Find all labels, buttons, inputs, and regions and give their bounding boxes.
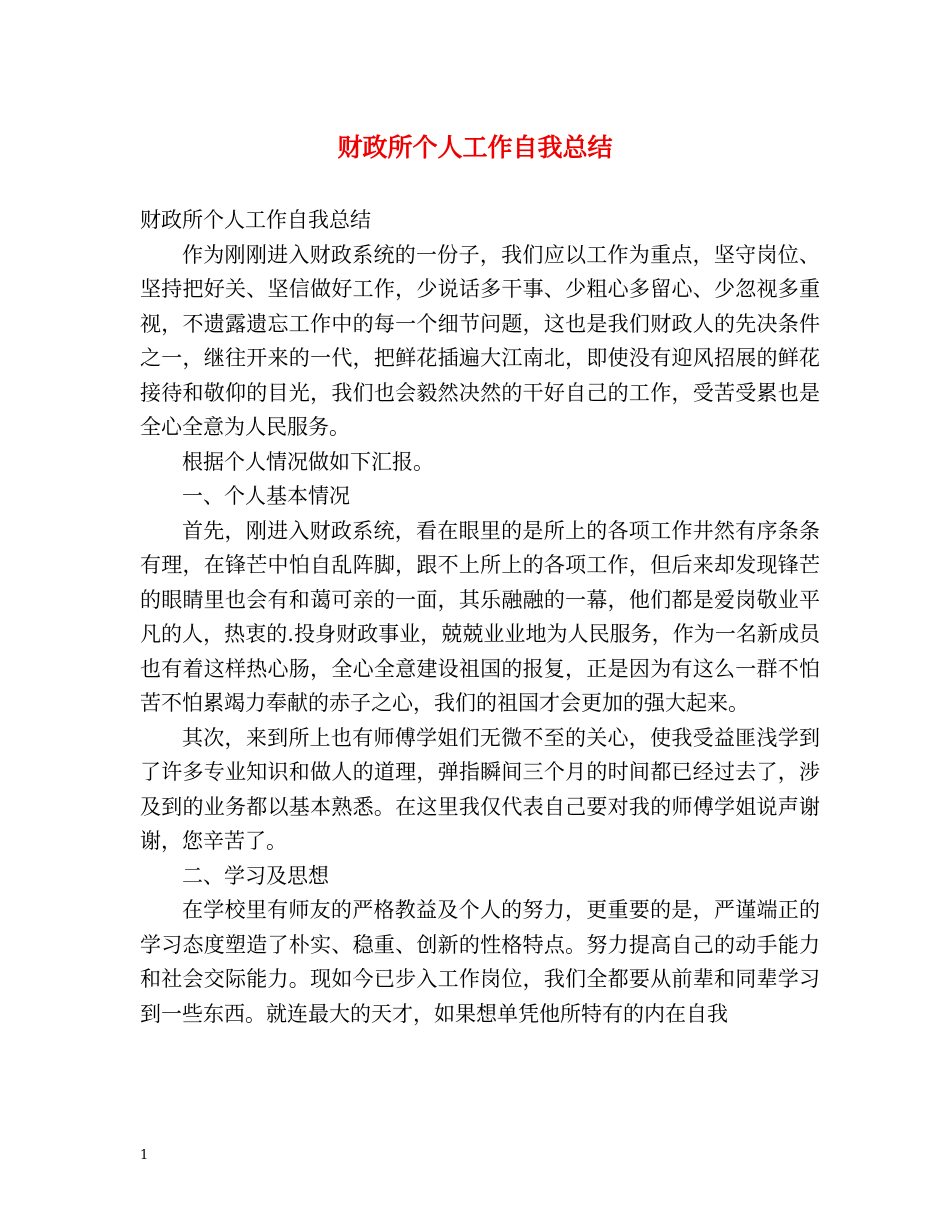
body-paragraph: 财政所个人工作自我总结 <box>140 208 371 232</box>
body-paragraph: 作为刚刚进入财政系统的一份子，我们应以工作为重点，坚守岗位、坚持把好关、坚信做好工作，少说话多干事、少粗心多留心、少忽视多重视，不遗露遗忘工作中的每一个细节问题，这也是我们财政人的先决条件之一，继往开来的一代，把鲜花插遍大江南北，即使没有迎风招展的鲜花接待和敬仰的目光，我们也会毅然决然的干好自己的工作，受苦受累也是全心全意为人民服务。 <box>140 242 820 439</box>
body-paragraph: 根据个人情况做如下汇报。 <box>182 449 434 474</box>
body-paragraph: 首先，刚进入财政系统，看在眼里的是所上的各项工作井然有序条条有理，在锋芒中怕自乱阵脚，跟不上所上的各项工作，但后来却发现锋芒的眼睛里也会有和蔼可亲的一面，其乐融融的一幕，他们都是爱岗敬业平凡的人，热衷的.投身财政事业，兢兢业业地为人民服务，作为一名新成员也有着这样热心肠，全心全意建设祖国的报复，正是因为有这么一群不怕苦不怕累竭力奉献的赤子之心，我们的祖国才会更加的强大起来。 <box>140 518 820 715</box>
document-title: 财政所个人工作自我总结 <box>337 133 613 162</box>
document-body <box>140 203 820 1031</box>
body-paragraph: 其次，来到所上也有师傅学姐们无微不至的关心，使我受益匪浅学到了许多专业知识和做人的道理，弹指瞬间三个月的时间都已经过去了，涉及到的业务都以基本熟悉。在这里我仅代表自己要对我的师傅学姐说声谢谢，您辛苦了。 <box>140 725 820 853</box>
body-paragraph: 在学校里有师友的严格教益及个人的努力，更重要的是，严谨端正的学习态度塑造了朴实、稳重、创新的性格特点。努力提高自己的动手能力和社会交际能力。现如今已步入工作岗位，我们全都要从前辈和同辈学习到一些东西。就连最大的天才，如果想单凭他所特有的内在自我 <box>140 898 820 1026</box>
page-number: 1 <box>140 1148 149 1163</box>
section-heading: 二、学习及思想 <box>182 863 329 888</box>
section-heading: 一、个人基本情况 <box>182 484 350 508</box>
